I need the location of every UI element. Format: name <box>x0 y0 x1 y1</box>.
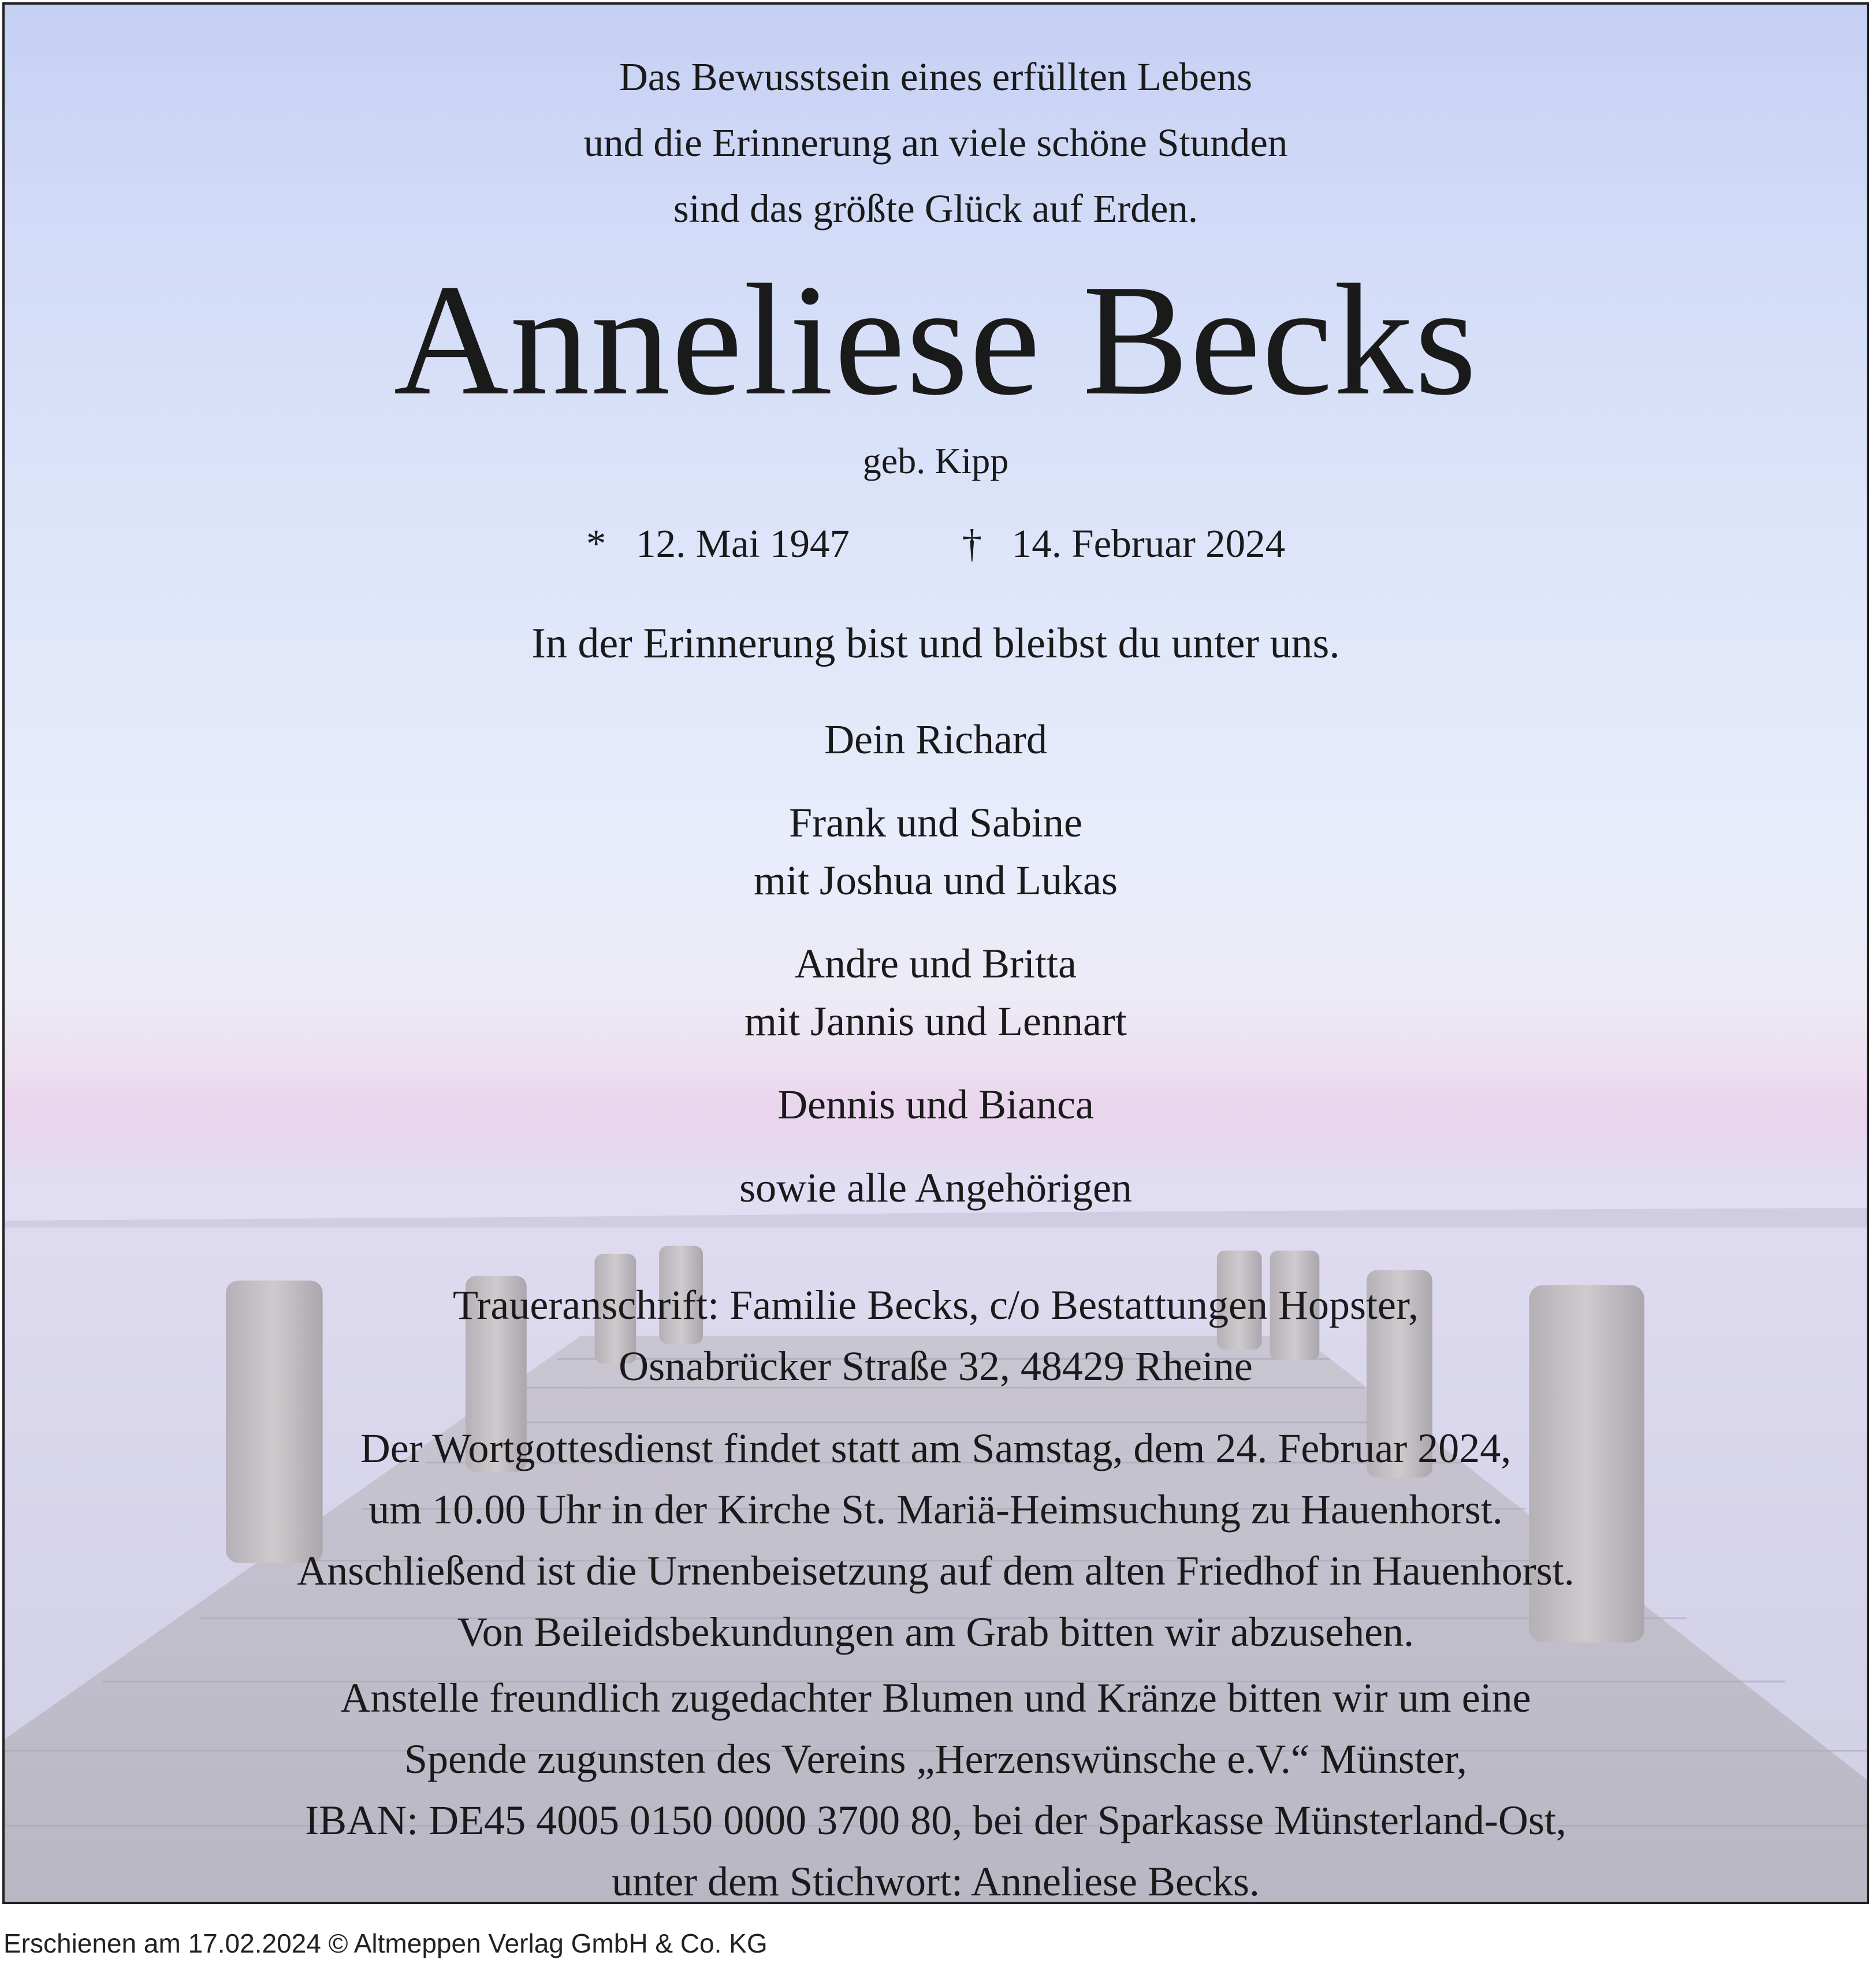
donation-line: unter dem Stichwort: Anneliese Becks. <box>612 1858 1260 1904</box>
opening-quote <box>5 44 1867 241</box>
deceased-name: Anneliese Becks <box>393 251 1478 428</box>
obituary-notice <box>2 2 1869 1904</box>
mourner-group <box>5 794 1867 909</box>
birth-date: 12. Mai 1947 <box>636 522 850 566</box>
service-line: Der Wortgottesdienst findet statt am Samstag, dem 24. Februar 2024, <box>360 1425 1512 1471</box>
address-line: Osnabrücker Straße 32, 48429 Rheine <box>619 1343 1253 1389</box>
mourner-line: Dennis und Bianca <box>777 1081 1094 1128</box>
donation-line: Spende zugunsten des Vereins „Herzenswünsche e.V.“ Münster, <box>404 1736 1467 1782</box>
birth-symbol: * <box>586 522 606 566</box>
donation-request <box>5 1667 1867 1904</box>
mourner-group <box>5 711 1867 768</box>
mourner-group <box>5 1159 1867 1217</box>
service-line: Von Beileidsbekundungen am Grab bitten wir abzusehen. <box>457 1609 1415 1655</box>
mourner-line: mit Joshua und Lukas <box>754 857 1118 904</box>
mourning-address <box>5 1274 1867 1397</box>
quote-line: sind das größte Glück auf Erden. <box>673 187 1198 230</box>
mourners-list <box>5 711 1867 1242</box>
service-line: um 10.00 Uhr in der Kirche St. Mariä-Heimsuchung zu Hauenhorst. <box>368 1486 1503 1533</box>
donation-line: IBAN: DE45 4005 0150 0000 3700 80, bei der Sparkasse Münsterland-Ost, <box>305 1797 1566 1843</box>
mourner-line: Andre und Britta <box>795 940 1077 987</box>
life-dates <box>5 518 1867 570</box>
mourner-group <box>5 1076 1867 1133</box>
death-date: 14. Februar 2024 <box>1011 522 1286 566</box>
service-line: Anschließend ist die Urnenbeisetzung auf dem alten Friedhof in Hauenhorst. <box>297 1548 1574 1594</box>
service-details <box>5 1418 1867 1663</box>
mourner-line: Dein Richard <box>824 716 1047 763</box>
mourner-line: sowie alle Angehörigen <box>739 1165 1132 1211</box>
maiden-name: geb. Kipp <box>862 440 1009 481</box>
death-symbol: † <box>962 522 982 566</box>
farewell-line: In der Erinnerung bist und bleibst du unter uns. <box>531 620 1340 667</box>
publication-footer: Erschienen am 17.02.2024 © Altmeppen Verlag GmbH & Co. KG <box>3 1928 768 1958</box>
address-line: Traueranschrift: Familie Becks, c/o Bestattungen Hopster, <box>452 1282 1419 1328</box>
donation-line: Anstelle freundlich zugedachter Blumen und Kränze bitten wir um eine <box>340 1675 1531 1721</box>
quote-line: und die Erinnerung an viele schöne Stunden <box>583 121 1288 165</box>
mourner-line: Frank und Sabine <box>789 800 1082 846</box>
quote-line: Das Bewusstsein eines erfüllten Lebens <box>619 55 1253 99</box>
mourner-group <box>5 935 1867 1050</box>
mourner-line: mit Jannis und Lennart <box>745 998 1127 1044</box>
